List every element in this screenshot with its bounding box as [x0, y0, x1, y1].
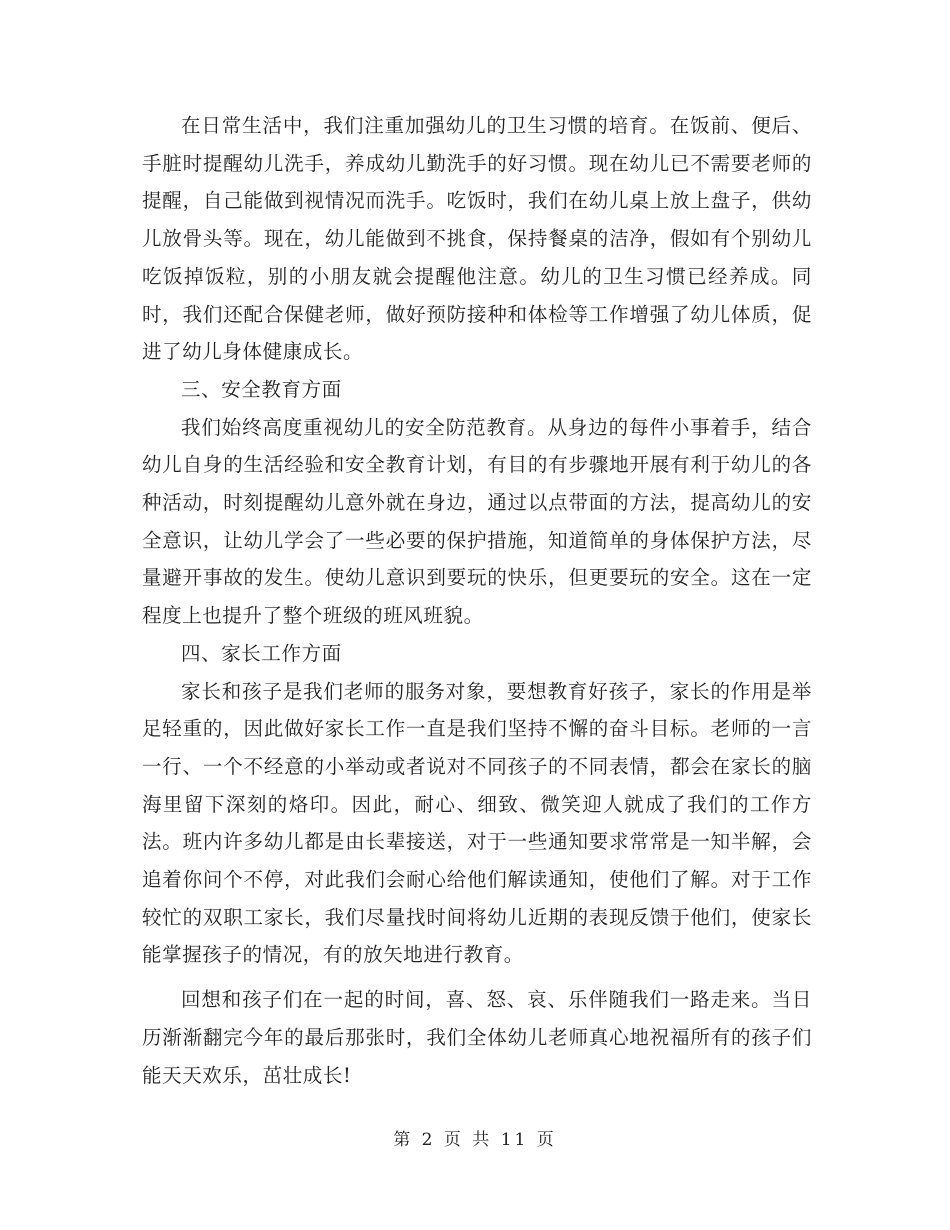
document-body [142, 107, 812, 1094]
section-heading-parent-work: 四、家长工作方面 [181, 641, 342, 665]
section-heading-safety-education: 三、安全教育方面 [181, 377, 342, 401]
paragraph-parent-work: 家长和孩子是我们老师的服务对象，要想教育好孩子，家长的作用是举足轻重的，因此做好家长工作一直是我们坚持不懈的奋斗目标。老师的一言一行、一个不经意的小举动或者说对不同孩子的不同表情，都会在家长的脑海里留下深刻的烙印。因此，耐心、细致、微笑迎人就成了我们的工作方法。班内许多幼儿都是由长辈接送，对于一些通知要求常常是一知半解，会追着你问个不停，对此我们会耐心给他们解读通知，使他们了解。对于工作较忙的双职工家长，我们尽量找时间将幼儿近期的表现反馈于他们，使家长能掌握孩子的情况，有的放矢地进行教育。 [142, 679, 812, 967]
paragraph-safety-education: 我们始终高度重视幼儿的安全防范教育。从身边的每件小事着手，结合幼儿自身的生活经验和安全教育计划，有目的有步骤地开展有利于幼儿的各种活动，时刻提醒幼儿意外就在身边，通过以点带面的方法，提高幼儿的安全意识，让幼儿学会了一些必要的保护措施，知道简单的身体保护方法，尽量避开事故的发生。使幼儿意识到要玩的快乐，但更要玩的安全。这在一定程度上也提升了整个班级的班风班貌。 [142, 415, 812, 628]
paragraph-closing: 回想和孩子们在一起的时间，喜、怒、哀、乐伴随我们一路走来。当日历渐渐翻完今年的最后那张时，我们全体幼儿老师真心地祝福所有的孩子们能天天欢乐，茁壮成长! [142, 988, 812, 1087]
page-number-footer: 第 2 页 共 11 页 [393, 1130, 557, 1150]
paragraph-hygiene-habits: 在日常生活中，我们注重加强幼儿的卫生习惯的培育。在饭前、便后、手脏时提醒幼儿洗手，养成幼儿勤洗手的好习惯。现在幼儿已不需要老师的提醒，自己能做到视情况而洗手。吃饭时，我们在幼儿桌上放上盘子，供幼儿放骨头等。现在，幼儿能做到不挑食，保持餐桌的洁净，假如有个别幼儿吃饭掉饭粒，别的小朋友就会提醒他注意。幼儿的卫生习惯已经养成。同时，我们还配合保健老师，做好预防接种和体检等工作增强了幼儿体质，促进了幼儿身体健康成长。 [142, 114, 812, 364]
